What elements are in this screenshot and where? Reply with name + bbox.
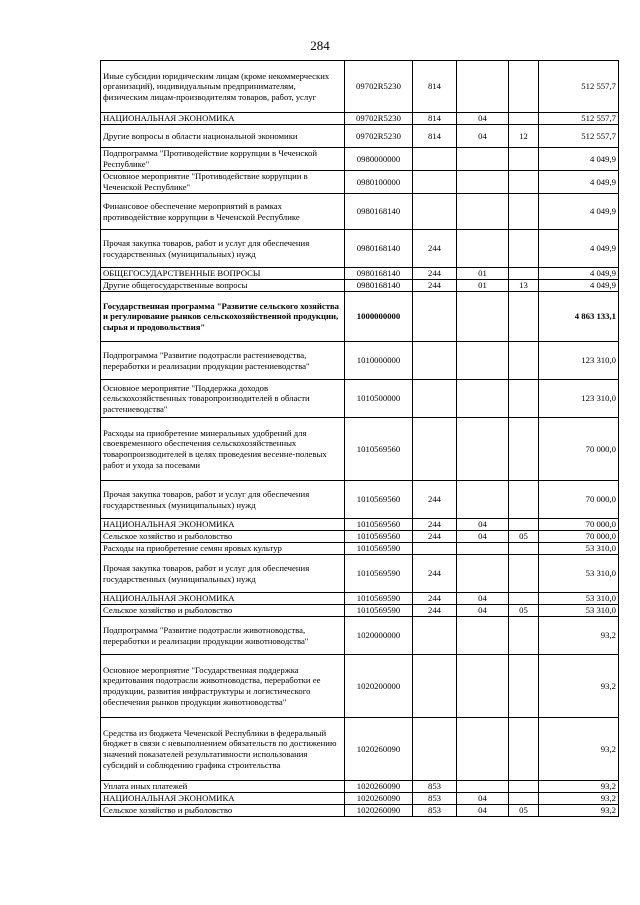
amount-cell: 53 310,0 xyxy=(539,605,619,617)
expense-type-cell: 244 xyxy=(413,593,457,605)
expense-type-cell xyxy=(413,292,457,342)
section-cell: 04 xyxy=(457,805,509,817)
section-cell: 04 xyxy=(457,519,509,531)
row-name-cell: Государственная программа "Развитие сельского хозяйства и регулирование рынков сельскохозяйственной продукции, сырья и продовольствия" xyxy=(101,292,345,342)
table-row xyxy=(101,194,619,230)
target-code-cell: 1010569590 xyxy=(345,593,413,605)
subsection-cell: 12 xyxy=(509,125,539,148)
table-row xyxy=(101,519,619,531)
target-code-cell: 0980000000 xyxy=(345,148,413,171)
row-name-cell: Основное мероприятие "Противодействие коррупции в Чеченской Республике" xyxy=(101,171,345,194)
expense-type-cell xyxy=(413,194,457,230)
expense-type-cell xyxy=(413,342,457,380)
target-code-cell: 1010569590 xyxy=(345,555,413,593)
target-code-cell: 1020260090 xyxy=(345,805,413,817)
section-cell: 04 xyxy=(457,113,509,125)
subsection-cell xyxy=(509,481,539,519)
target-code-cell: 0980100000 xyxy=(345,171,413,194)
section-cell xyxy=(457,718,509,781)
expense-type-cell xyxy=(413,543,457,555)
target-code-cell: 1010569590 xyxy=(345,605,413,617)
amount-cell: 70 000,0 xyxy=(539,531,619,543)
expense-type-cell: 244 xyxy=(413,531,457,543)
section-cell xyxy=(457,481,509,519)
table-row xyxy=(101,113,619,125)
section-cell: 04 xyxy=(457,605,509,617)
subsection-cell xyxy=(509,113,539,125)
section-cell xyxy=(457,418,509,481)
table-row xyxy=(101,531,619,543)
table-row xyxy=(101,543,619,555)
table-row xyxy=(101,555,619,593)
subsection-cell: 13 xyxy=(509,280,539,292)
target-code-cell: 1010500000 xyxy=(345,380,413,418)
row-name-cell: НАЦИОНАЛЬНАЯ ЭКОНОМИКА xyxy=(101,519,345,531)
amount-cell: 70 000,0 xyxy=(539,481,619,519)
row-name-cell: Другие общегосударственные вопросы xyxy=(101,280,345,292)
amount-cell: 70 000,0 xyxy=(539,418,619,481)
target-code-cell: 1010000000 xyxy=(345,342,413,380)
expense-type-cell: 814 xyxy=(413,125,457,148)
section-cell: 01 xyxy=(457,268,509,280)
table-row xyxy=(101,125,619,148)
amount-cell: 512 557,7 xyxy=(539,125,619,148)
amount-cell: 4 049,9 xyxy=(539,230,619,268)
row-name-cell: Прочая закупка товаров, работ и услуг для обеспечения государственных (муниципальных) нужд xyxy=(101,481,345,519)
table-row xyxy=(101,280,619,292)
section-cell xyxy=(457,781,509,793)
amount-cell: 93,2 xyxy=(539,781,619,793)
row-name-cell: Подпрограмма "Развитие подотрасли растениеводства, переработки и реализации продукции растениеводства" xyxy=(101,342,345,380)
subsection-cell xyxy=(509,61,539,113)
amount-cell: 4 049,9 xyxy=(539,194,619,230)
row-name-cell: Сельское хозяйство и рыболовство xyxy=(101,805,345,817)
section-cell xyxy=(457,194,509,230)
subsection-cell xyxy=(509,194,539,230)
row-name-cell: НАЦИОНАЛЬНАЯ ЭКОНОМИКА xyxy=(101,113,345,125)
table-row xyxy=(101,342,619,380)
section-cell xyxy=(457,555,509,593)
target-code-cell: 1010569590 xyxy=(345,543,413,555)
expense-type-cell: 814 xyxy=(413,113,457,125)
amount-cell: 70 000,0 xyxy=(539,519,619,531)
subsection-cell xyxy=(509,171,539,194)
amount-cell: 512 557,7 xyxy=(539,113,619,125)
subsection-cell xyxy=(509,230,539,268)
target-code-cell: 0980168140 xyxy=(345,268,413,280)
section-cell xyxy=(457,543,509,555)
budget-table xyxy=(100,60,619,817)
amount-cell: 93,2 xyxy=(539,655,619,718)
expense-type-cell: 244 xyxy=(413,280,457,292)
table-row xyxy=(101,718,619,781)
row-name-cell: Подпрограмма "Противодействие коррупции в Чеченской Республике" xyxy=(101,148,345,171)
amount-cell: 93,2 xyxy=(539,718,619,781)
subsection-cell xyxy=(509,718,539,781)
expense-type-cell: 244 xyxy=(413,519,457,531)
amount-cell: 53 310,0 xyxy=(539,555,619,593)
subsection-cell xyxy=(509,148,539,171)
target-code-cell: 09702R5230 xyxy=(345,125,413,148)
target-code-cell: 0980168140 xyxy=(345,280,413,292)
expense-type-cell: 244 xyxy=(413,481,457,519)
subsection-cell xyxy=(509,292,539,342)
table-row xyxy=(101,418,619,481)
subsection-cell: 05 xyxy=(509,531,539,543)
target-code-cell: 1020200000 xyxy=(345,655,413,718)
subsection-cell xyxy=(509,593,539,605)
section-cell xyxy=(457,292,509,342)
target-code-cell: 1010569560 xyxy=(345,519,413,531)
target-code-cell: 0980168140 xyxy=(345,194,413,230)
expense-type-cell: 244 xyxy=(413,555,457,593)
row-name-cell: Финансовое обеспечение мероприятий в рамках противодействие коррупции в Чеченской Республике xyxy=(101,194,345,230)
expense-type-cell xyxy=(413,148,457,171)
page-number: 284 xyxy=(310,38,330,53)
section-cell xyxy=(457,171,509,194)
expense-type-cell xyxy=(413,171,457,194)
amount-cell: 4 049,9 xyxy=(539,280,619,292)
row-name-cell: Основное мероприятие "Поддержка доходов сельскохозяйственных товаропроизводителей в области растениеводства" xyxy=(101,380,345,418)
table-row xyxy=(101,268,619,280)
subsection-cell xyxy=(509,617,539,655)
row-name-cell: Расходы на приобретение семян яровых культур xyxy=(101,543,345,555)
subsection-cell xyxy=(509,342,539,380)
section-cell xyxy=(457,230,509,268)
subsection-cell xyxy=(509,418,539,481)
table-row xyxy=(101,605,619,617)
row-name-cell: НАЦИОНАЛЬНАЯ ЭКОНОМИКА xyxy=(101,793,345,805)
target-code-cell: 1000000000 xyxy=(345,292,413,342)
expense-type-cell xyxy=(413,380,457,418)
target-code-cell: 09702R5230 xyxy=(345,61,413,113)
amount-cell: 123 310,0 xyxy=(539,342,619,380)
target-code-cell: 1020260090 xyxy=(345,781,413,793)
row-name-cell: Средства из бюджета Чеченской Республики в федеральный бюджет в связи с невыполнением обязательств по достижению значений показателей результативности использования субсидий и соблюдению графика строительства xyxy=(101,718,345,781)
subsection-cell xyxy=(509,519,539,531)
subsection-cell xyxy=(509,555,539,593)
amount-cell: 93,2 xyxy=(539,617,619,655)
amount-cell: 4 049,9 xyxy=(539,268,619,280)
table-row xyxy=(101,292,619,342)
amount-cell: 123 310,0 xyxy=(539,380,619,418)
expense-type-cell xyxy=(413,617,457,655)
section-cell xyxy=(457,342,509,380)
row-name-cell: Прочая закупка товаров, работ и услуг для обеспечения государственных (муниципальных) нужд xyxy=(101,555,345,593)
amount-cell: 4 863 133,1 xyxy=(539,292,619,342)
row-name-cell: Основное мероприятие "Государственная поддержка кредитования подотрасли животноводства, переработки ее продукции, развития инфраструктуры и логистического обеспечения рынков продукции животноводства" xyxy=(101,655,345,718)
target-code-cell: 1020260090 xyxy=(345,718,413,781)
target-code-cell: 0980168140 xyxy=(345,230,413,268)
budget-table-body xyxy=(101,61,619,817)
row-name-cell: Сельское хозяйство и рыболовство xyxy=(101,605,345,617)
expense-type-cell: 853 xyxy=(413,793,457,805)
row-name-cell: НАЦИОНАЛЬНАЯ ЭКОНОМИКА xyxy=(101,593,345,605)
target-code-cell: 09702R5230 xyxy=(345,113,413,125)
section-cell: 04 xyxy=(457,125,509,148)
table-row xyxy=(101,61,619,113)
table-row xyxy=(101,380,619,418)
target-code-cell: 1020260090 xyxy=(345,793,413,805)
expense-type-cell: 853 xyxy=(413,805,457,817)
section-cell xyxy=(457,61,509,113)
table-row xyxy=(101,171,619,194)
table-row xyxy=(101,617,619,655)
section-cell: 04 xyxy=(457,793,509,805)
table-row xyxy=(101,230,619,268)
subsection-cell xyxy=(509,655,539,718)
section-cell: 04 xyxy=(457,593,509,605)
amount-cell: 4 049,9 xyxy=(539,148,619,171)
amount-cell: 53 310,0 xyxy=(539,593,619,605)
section-cell xyxy=(457,148,509,171)
row-name-cell: Иные субсидии юридическим лицам (кроме некоммерческих организаций), индивидуальным предпринимателям, физическим лицам-производителям товаров, работ, услуг xyxy=(101,61,345,113)
row-name-cell: Прочая закупка товаров, работ и услуг для обеспечения государственных (муниципальных) нужд xyxy=(101,230,345,268)
row-name-cell: Расходы на приобретение минеральных удобрений для своевременного обеспечения сельскохозяйственных товаропроизводителей в целях проведения весенне-полевых работ и ухода за посевами xyxy=(101,418,345,481)
expense-type-cell xyxy=(413,418,457,481)
row-name-cell: Уплата иных платежей xyxy=(101,781,345,793)
row-name-cell: Подпрограмма "Развитие подотрасли животноводства, переработки и реализации продукции животноводства" xyxy=(101,617,345,655)
amount-cell: 93,2 xyxy=(539,805,619,817)
section-cell xyxy=(457,655,509,718)
amount-cell: 93,2 xyxy=(539,793,619,805)
target-code-cell: 1010569560 xyxy=(345,481,413,519)
subsection-cell: 05 xyxy=(509,605,539,617)
subsection-cell xyxy=(509,268,539,280)
table-row xyxy=(101,805,619,817)
expense-type-cell: 814 xyxy=(413,61,457,113)
target-code-cell: 1010569560 xyxy=(345,418,413,481)
table-row xyxy=(101,793,619,805)
target-code-cell: 1020000000 xyxy=(345,617,413,655)
section-cell xyxy=(457,380,509,418)
amount-cell: 4 049,9 xyxy=(539,171,619,194)
subsection-cell xyxy=(509,543,539,555)
table-row xyxy=(101,481,619,519)
table-row xyxy=(101,781,619,793)
section-cell xyxy=(457,617,509,655)
subsection-cell xyxy=(509,781,539,793)
expense-type-cell: 244 xyxy=(413,230,457,268)
table-row xyxy=(101,593,619,605)
expense-type-cell: 244 xyxy=(413,605,457,617)
subsection-cell xyxy=(509,793,539,805)
expense-type-cell: 244 xyxy=(413,268,457,280)
amount-cell: 53 310,0 xyxy=(539,543,619,555)
subsection-cell: 05 xyxy=(509,805,539,817)
amount-cell: 512 557,7 xyxy=(539,61,619,113)
expense-type-cell xyxy=(413,718,457,781)
section-cell: 04 xyxy=(457,531,509,543)
table-row xyxy=(101,655,619,718)
target-code-cell: 1010569560 xyxy=(345,531,413,543)
table-row xyxy=(101,148,619,171)
expense-type-cell xyxy=(413,655,457,718)
row-name-cell: Другие вопросы в области национальной экономики xyxy=(101,125,345,148)
subsection-cell xyxy=(509,380,539,418)
expense-type-cell: 853 xyxy=(413,781,457,793)
section-cell: 01 xyxy=(457,280,509,292)
row-name-cell: ОБЩЕГОСУДАРСТВЕННЫЕ ВОПРОСЫ xyxy=(101,268,345,280)
row-name-cell: Сельское хозяйство и рыболовство xyxy=(101,531,345,543)
